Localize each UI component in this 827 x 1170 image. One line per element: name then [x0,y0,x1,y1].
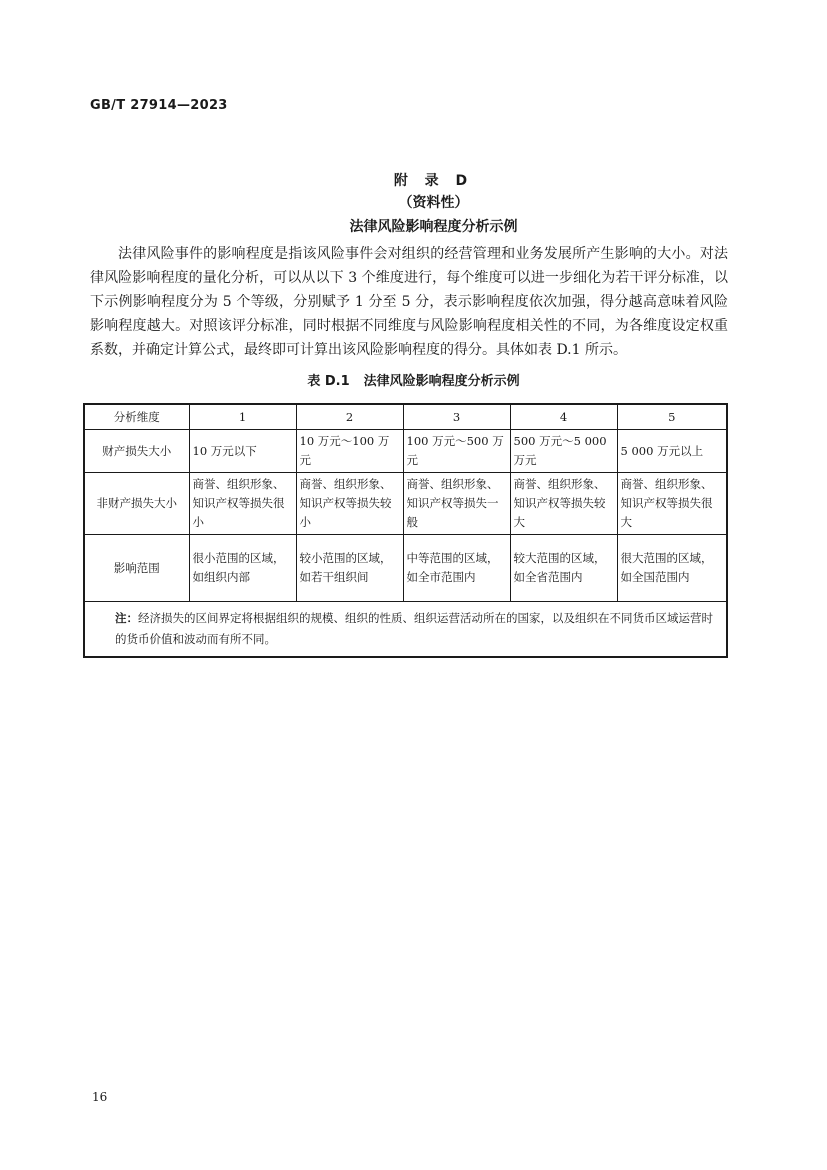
table-cell: 中等范围的区域，如全市范围内 [403,535,510,602]
header-cell: 5 [617,404,727,430]
note-label: 注： [115,611,138,625]
annex-heading-block [0,170,827,240]
annex-heading: 法律风险影响程度分析示例 [349,219,518,235]
table-cell: 很大范围的区域，如全国范围内 [617,535,727,602]
risk-impact-table [83,403,728,658]
dimension-cell: 财产损失大小 [84,430,189,473]
table-caption [0,370,827,389]
table-note-row [84,602,727,658]
header-cell: 3 [403,404,510,430]
table-cell: 100 万元～500 万元 [403,430,510,473]
annex-title: 附 录 D [393,173,474,189]
table-row [84,535,727,602]
table-cell: 商誉、组织形象、知识产权等损失很大 [617,473,727,535]
header-cell: 4 [510,404,617,430]
table-cell: 较小范围的区域，如若干组织间 [296,535,403,602]
table-cell: 5 000 万元以上 [617,430,727,473]
table-cell: 商誉、组织形象、知识产权等损失较小 [296,473,403,535]
table-cell: 10 万元～100 万元 [296,430,403,473]
header-cell: 分析维度 [84,404,189,430]
table-cell: 10 万元以下 [189,430,296,473]
table-row [84,430,727,473]
table-header-row [84,404,727,430]
table-cell: 商誉、组织形象、知识产权等损失一般 [403,473,510,535]
table-cell: 500 万元～5 000 万元 [510,430,617,473]
table-cell: 很小范围的区域，如组织内部 [189,535,296,602]
table-cell: 商誉、组织形象、知识产权等损失较大 [510,473,617,535]
header-cell: 1 [189,404,296,430]
table-cell: 商誉、组织形象、知识产权等损失很小 [189,473,296,535]
dimension-cell: 非财产损失大小 [84,473,189,535]
table-cell: 较大范围的区域，如全省范围内 [510,535,617,602]
intro-paragraph: 法律风险事件的影响程度是指该风险事件会对组织的经营管理和业务发展所产生影响的大小。对法律风险影响程度的量化分析，可以从以下 3 个维度进行，每个维度可以进一步细化为若干评分标准，以下示例影响程度分为 5 个等级，分别赋予 1 分至 5 分，表示影响程度依次加强，得分越高意味着风险影响程度越大。对照该评分标准，同时根据不同维度与风险影响程度相关性的不同，为各维度设定权重系数，并确定计算公式，最终即可计算出该风险影响程度的得分。具体如表 D.1 所示。 [90,246,728,358]
page-number: 16 [92,1090,108,1104]
table-caption-number: 表 D.1 [307,374,350,389]
standard-code: GB/T 27914—2023 [90,98,228,113]
header-cell: 2 [296,404,403,430]
note-text: 经济损失的区间界定将根据组织的规模、组织的性质、组织运营活动所在的国家，以及组织在不同货币区域运营时的货币价值和波动而有所不同。 [115,611,713,646]
dimension-cell: 影响范围 [84,535,189,602]
table-note [84,602,727,658]
table-row [84,473,727,535]
annex-nature: （资料性） [398,195,469,211]
table-caption-title: 法律风险影响程度分析示例 [363,374,520,389]
